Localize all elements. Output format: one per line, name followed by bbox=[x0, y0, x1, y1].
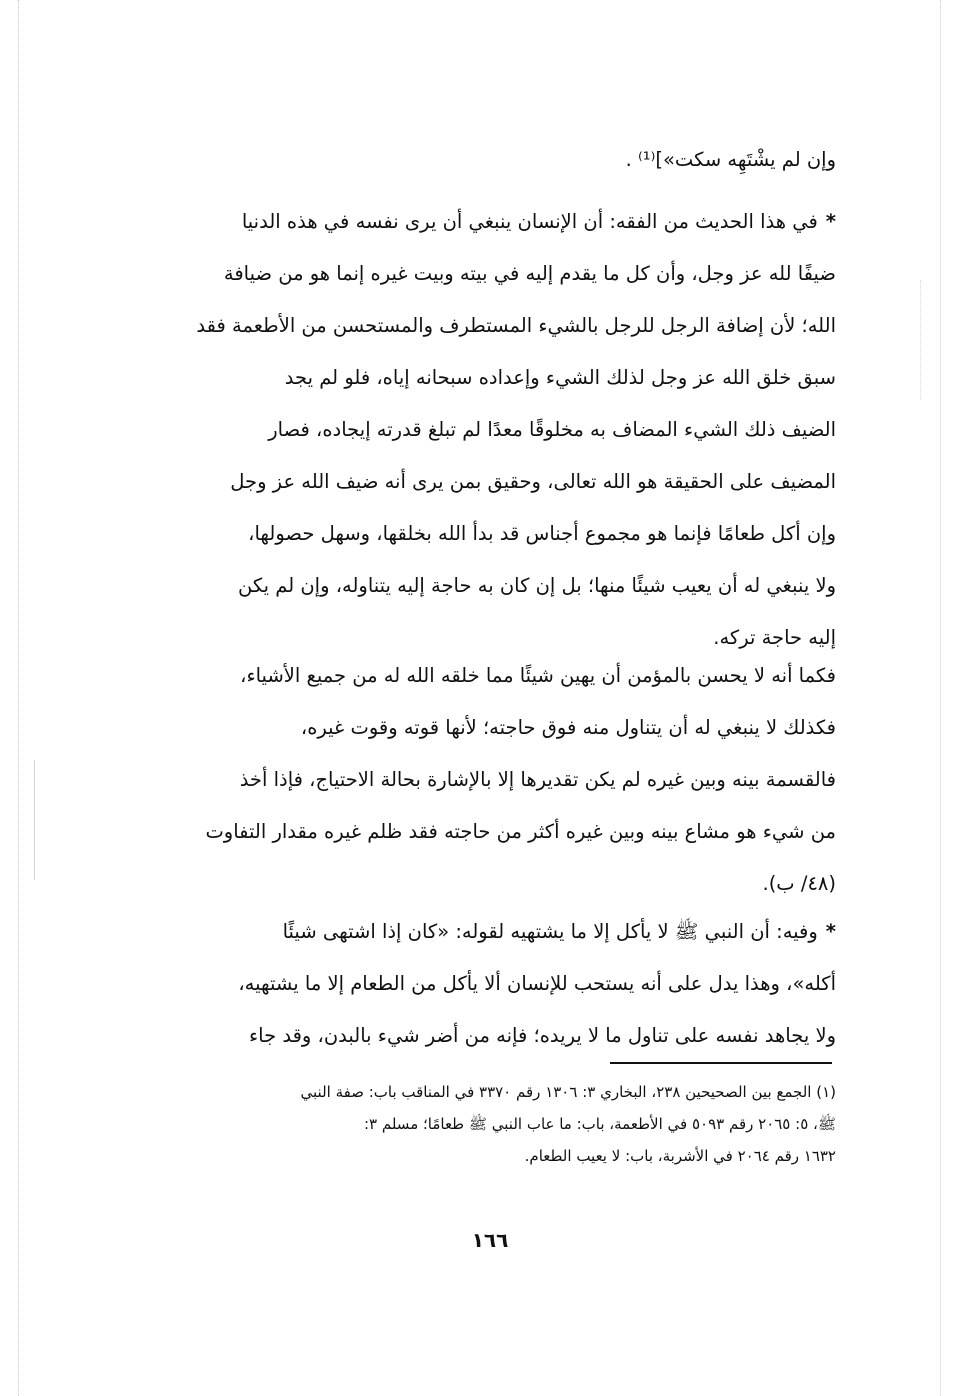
footnotes bbox=[118, 1076, 836, 1172]
text-line: الضيف ذلك الشيء المضاف به مخلوقًا معدًا لم تبلغ قدرته إيجاده، فصار bbox=[268, 418, 836, 441]
text-line: فكذلك لا ينبغي له أن يتناول منه فوق حاجته؛ لأنها قوته وقوت غيره، bbox=[300, 716, 836, 739]
text-line: فكما أنه لا يحسن بالمؤمن أن يهين شيئًا مما خلقه الله له من جميع الأشياء، bbox=[240, 664, 836, 687]
footnote-line: ١٦٣٢ رقم ٢٠٦٤ في الأشربة، باب: لا يعيب الطعام. bbox=[524, 1147, 836, 1165]
footnote-line: (١) الجمع بين الصحيحين ٢٣٨، البخاري ٣: ١٣٠٦ رقم ٣٣٧٠ في المناقب باب: صفة النبي bbox=[300, 1083, 836, 1101]
text-line: من شيء هو مشاع بينه وبين غيره أكثر من حاجته فقد ظلم غيره مقدار التفاوت bbox=[205, 820, 836, 843]
text-line bbox=[118, 906, 836, 958]
text-line: ولا يجاهد نفسه على تناول ما لا يريده؛ فإنه من أضر شيء بالبدن، وقد جاء bbox=[249, 1024, 836, 1047]
paragraph-continuation bbox=[118, 134, 836, 186]
text-line bbox=[118, 196, 836, 248]
paragraph-fiqh bbox=[118, 196, 836, 664]
paragraph-prophet bbox=[118, 906, 836, 1062]
text-line: وإن أكل طعامًا فإنما هو مجموع أجناس قد بدأ الله بخلقها، وسهل حصولها، bbox=[248, 522, 836, 545]
text-line: وإن لم يشْتَهِه سكت»]⁽¹⁾ . bbox=[625, 148, 836, 171]
scan-edge-left-mark bbox=[34, 760, 35, 880]
text-line: فالقسمة بينه وبين غيره لم يكن تقديرها إلا بالإشارة بحالة الاحتياج، فإذا أخذ bbox=[239, 768, 836, 791]
text-line-content: في هذا الحديث من الفقه: أن الإنسان ينبغي أن يرى نفسه في هذه الدنيا bbox=[241, 210, 818, 233]
text-line: ضيفًا لله عز وجل، وأن كل ما يقدم إليه في بيته وبيت غيره إنما هو من ضيافة bbox=[223, 262, 836, 285]
scan-edge-right bbox=[940, 0, 941, 1396]
page-number: ١٦٦ bbox=[471, 1228, 509, 1252]
footnote-line: ﷺ، ٥: ٢٠٦٥ رقم ٥٠٩٣ في الأطعمة، باب: ما عاب النبي ﷺ طعامًا؛ مسلم ٣: bbox=[363, 1115, 836, 1133]
text-line-content: وفيه: أن النبي ﷺ لا يأكل إلا ما يشتهيه لقوله: «كان إذا اشتهى شيئًا bbox=[282, 920, 818, 943]
scan-edge-left bbox=[18, 0, 19, 1396]
asterisk-marker: * bbox=[825, 210, 836, 233]
text-line: سبق خلق الله عز وجل لذلك الشيء وإعداده سبحانه إياه، فلو لم يجد bbox=[284, 366, 836, 389]
text-line: الله؛ لأن إضافة الرجل للرجل بالشيء المستطرف والمستحسن من الأطعمة فقد bbox=[196, 314, 836, 337]
footnote-separator bbox=[610, 1062, 832, 1064]
text-line: (٤٨/ ب). bbox=[762, 872, 836, 895]
asterisk-marker: * bbox=[825, 920, 836, 943]
text-line: إليه حاجة تركه. bbox=[713, 626, 836, 649]
text-line: المضيف على الحقيقة هو الله تعالى، وحقيق بمن يرى أنه ضيف الله عز وجل bbox=[230, 470, 836, 493]
scan-edge-right-mark bbox=[920, 280, 921, 400]
paragraph-sharing bbox=[118, 650, 836, 910]
text-line: ولا ينبغي له أن يعيب شيئًا منها؛ بل إن كان به حاجة إليه يتناوله، وإن لم يكن bbox=[238, 574, 836, 597]
text-line: أكله»، وهذا يدل على أنه يستحب للإنسان ألا يأكل من الطعام إلا ما يشتهيه، bbox=[238, 972, 836, 995]
